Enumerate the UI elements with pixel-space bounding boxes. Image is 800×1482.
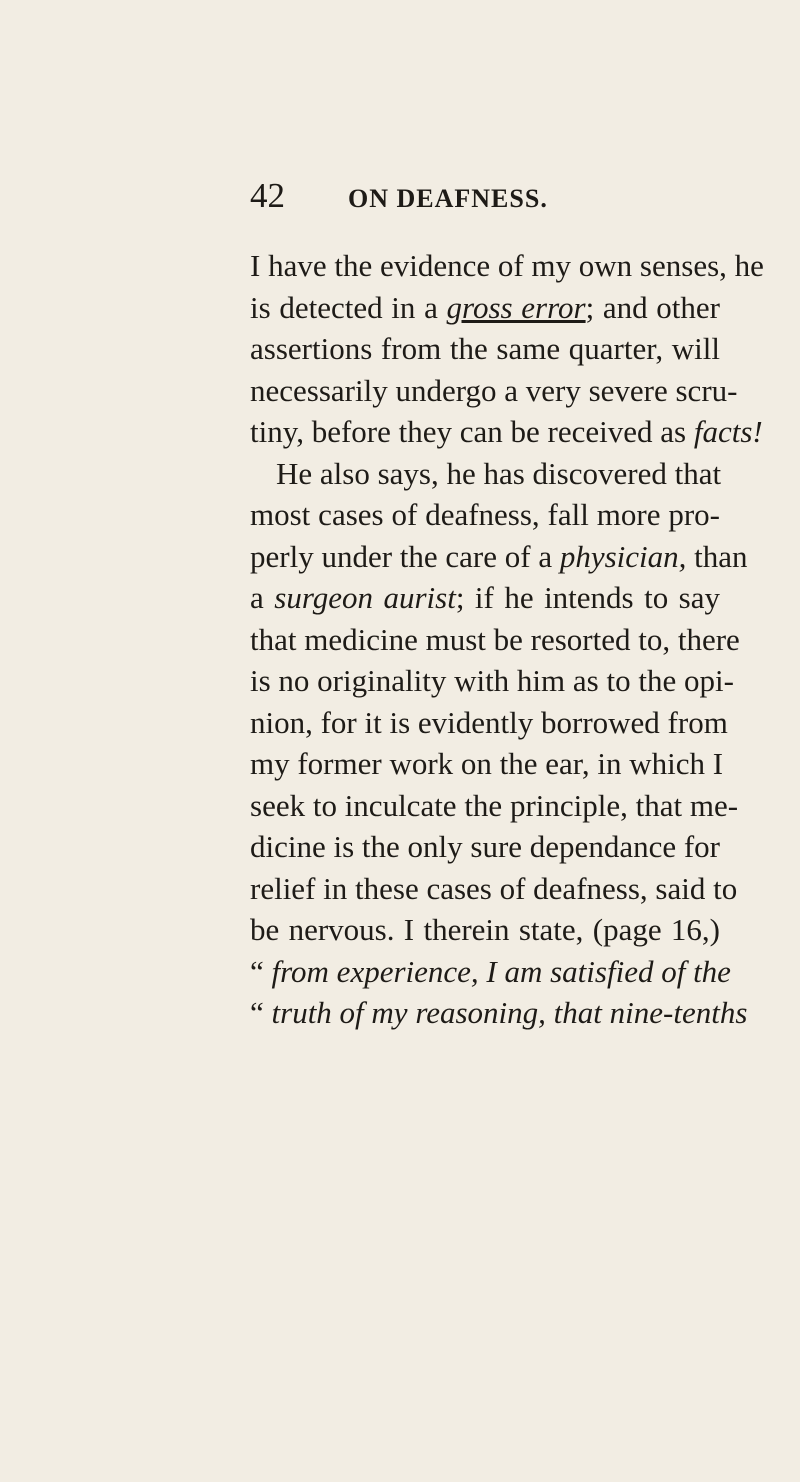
- text-line: dicine is the only sure dependance for: [250, 829, 720, 864]
- text-line: tiny, before they can be received as facts!: [250, 414, 763, 449]
- italic-phrase: facts!: [693, 414, 763, 449]
- page-header: [250, 176, 720, 226]
- text-line: is detected in a gross error; and other: [250, 289, 721, 325]
- text-line: seek to inculcate the principle, that me-: [250, 787, 739, 823]
- text-line: “ from experience, I am satisfied of the: [250, 953, 731, 989]
- text-line: assertions from the same quarter, will: [250, 331, 720, 366]
- text-line: is no originality with him as to the opi-: [250, 663, 734, 698]
- text-line: He also says, he has discovered that: [276, 455, 722, 491]
- italic-phrase: gross error: [446, 289, 586, 325]
- italic-phrase: physician,: [559, 538, 687, 574]
- text-line: “ truth of my reasoning, that nine-tenths: [250, 995, 748, 1030]
- text-line: I have the evidence of my own senses, he: [250, 248, 764, 283]
- running-head: ON DEAFNESS.: [348, 184, 548, 213]
- italic-phrase: truth of my reasoning, that nine-tenths: [271, 995, 748, 1030]
- italic-phrase: surgeon aurist: [274, 580, 456, 615]
- body-text: [250, 245, 764, 1034]
- text-line: nion, for it is evidently borrowed from: [250, 704, 728, 740]
- text-line: relief in these cases of deafness, said to: [250, 870, 738, 906]
- text-line: most cases of deafness, fall more pro-: [250, 497, 720, 532]
- text-line: necessarily undergo a very severe scru-: [250, 372, 738, 408]
- text-line: my former work on the ear, in which I: [250, 746, 724, 781]
- italic-phrase: from experience, I am satisfied of the: [271, 953, 731, 989]
- text-line: be nervous. I therein state, (page 16,): [250, 912, 720, 947]
- text-line: a surgeon aurist; if he intends to say: [250, 580, 721, 615]
- text-line: perly under the care of a physician, than: [250, 538, 748, 574]
- text-line: that medicine must be resorted to, there: [250, 621, 740, 657]
- page-number: 42: [250, 176, 285, 215]
